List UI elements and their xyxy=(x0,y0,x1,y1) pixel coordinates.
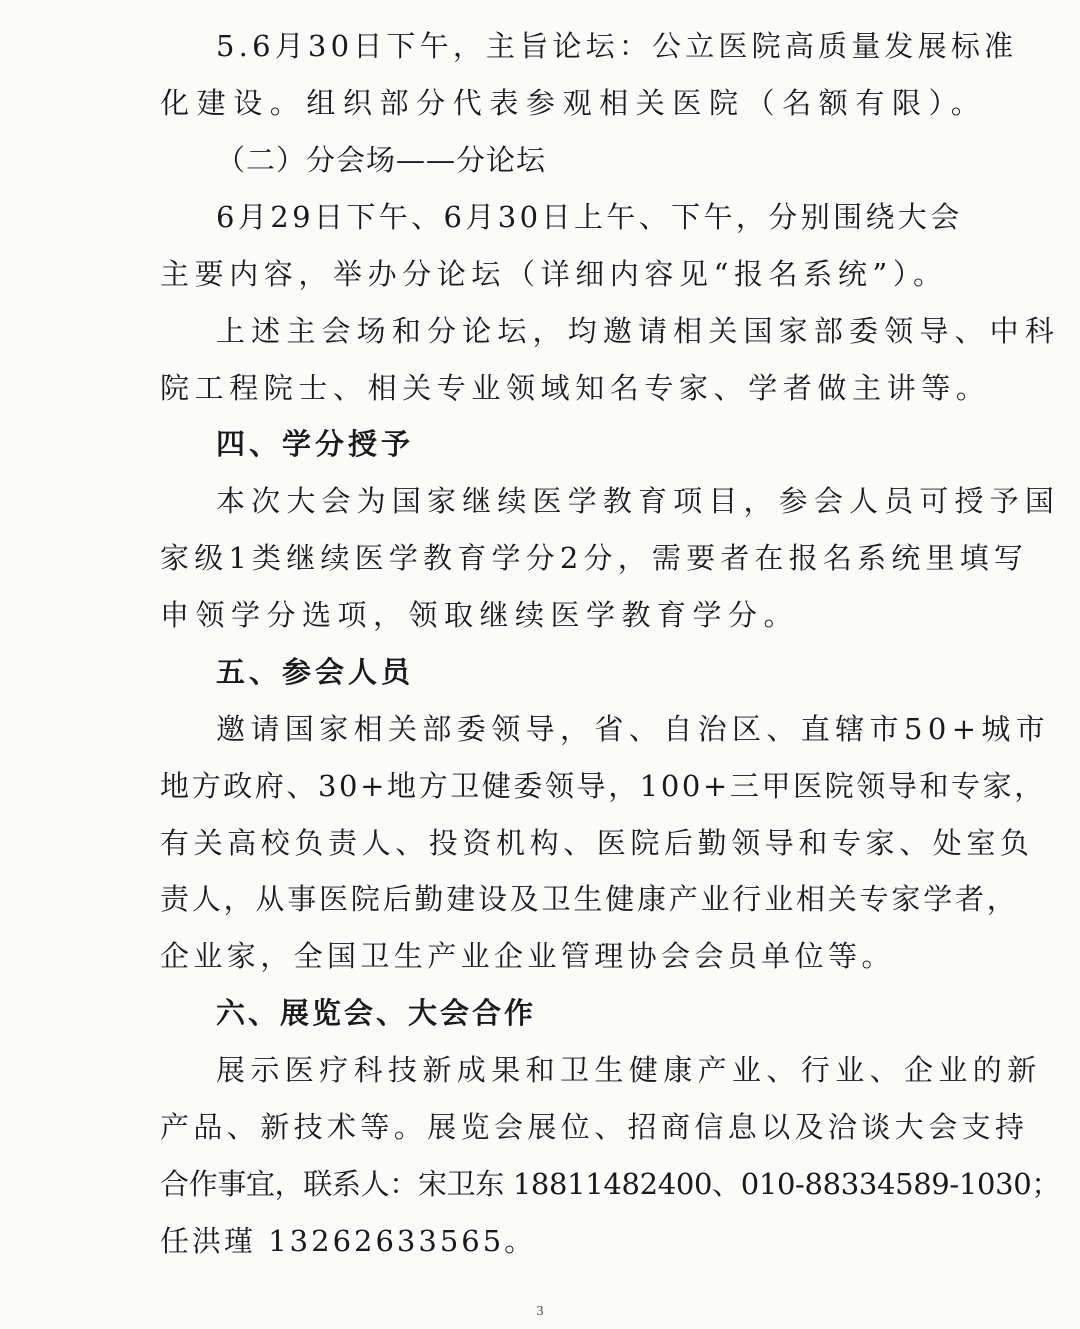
paragraph-line: 5.6月30日下午，主旨论坛：公立医院高质量发展标准 xyxy=(216,29,1018,63)
paragraph-line: 上述主会场和分论坛，均邀请相关国家部委领导、中科 xyxy=(216,314,1060,348)
paragraph-line: 家级1类继续医学教育学分2分，需要者在报名系统里填写 xyxy=(160,541,1029,575)
paragraph-line: 主要内容，举办分论坛（详细内容见“报名系统”）。 xyxy=(160,257,948,291)
paragraph-line: 有关高校负责人、投资机构、医院后勤领导和专家、处室负 xyxy=(160,826,1034,860)
paragraph-line: 6月29日下午、6月30日上午、下午，分别围绕大会 xyxy=(216,200,963,234)
section-subheading: （二）分会场——分论坛 xyxy=(216,143,547,177)
section-heading-4: 四、学分授予 xyxy=(216,427,415,461)
paragraph-line: 邀请国家相关部委领导，省、自治区、直辖市50+城市 xyxy=(216,712,1051,746)
paragraph-line: 企业家，全国卫生产业企业管理协会会员单位等。 xyxy=(160,939,895,973)
section-heading-5: 五、参会人员 xyxy=(216,655,415,689)
paragraph-line: 地方政府、30+地方卫健委领导，100+三甲医院领导和专家， xyxy=(160,769,1046,803)
section-heading-6: 六、展览会、大会合作 xyxy=(216,996,537,1030)
page-number: 3 xyxy=(536,1304,544,1319)
contact-line: 合作事宜，联系人：宋卫东 18811482400、010-88334589-1030； xyxy=(160,1167,1060,1201)
paragraph-line: 责人，从事医院后勤建设及卫生健康产业行业相关专家学者， xyxy=(160,882,1019,916)
contact-line: 任洪瑾 13262633565。 xyxy=(160,1224,537,1258)
paragraph-line: 化建设。组织部分代表参观相关医院（名额有限）。 xyxy=(160,86,988,120)
paragraph-line: 院工程院士、相关专业领域知名专家、学者做主讲等。 xyxy=(160,371,991,405)
paragraph-line: 申领学分选项，领取继续医学教育学分。 xyxy=(160,598,800,632)
paragraph-line: 本次大会为国家继续医学教育项目，参会人员可授予国 xyxy=(216,484,1060,518)
paragraph-line: 产品、新技术等。展览会展位、招商信息以及洽谈大会支持 xyxy=(160,1110,1029,1144)
paragraph-line: 展示医疗科技新成果和卫生健康产业、行业、企业的新 xyxy=(216,1053,1042,1087)
